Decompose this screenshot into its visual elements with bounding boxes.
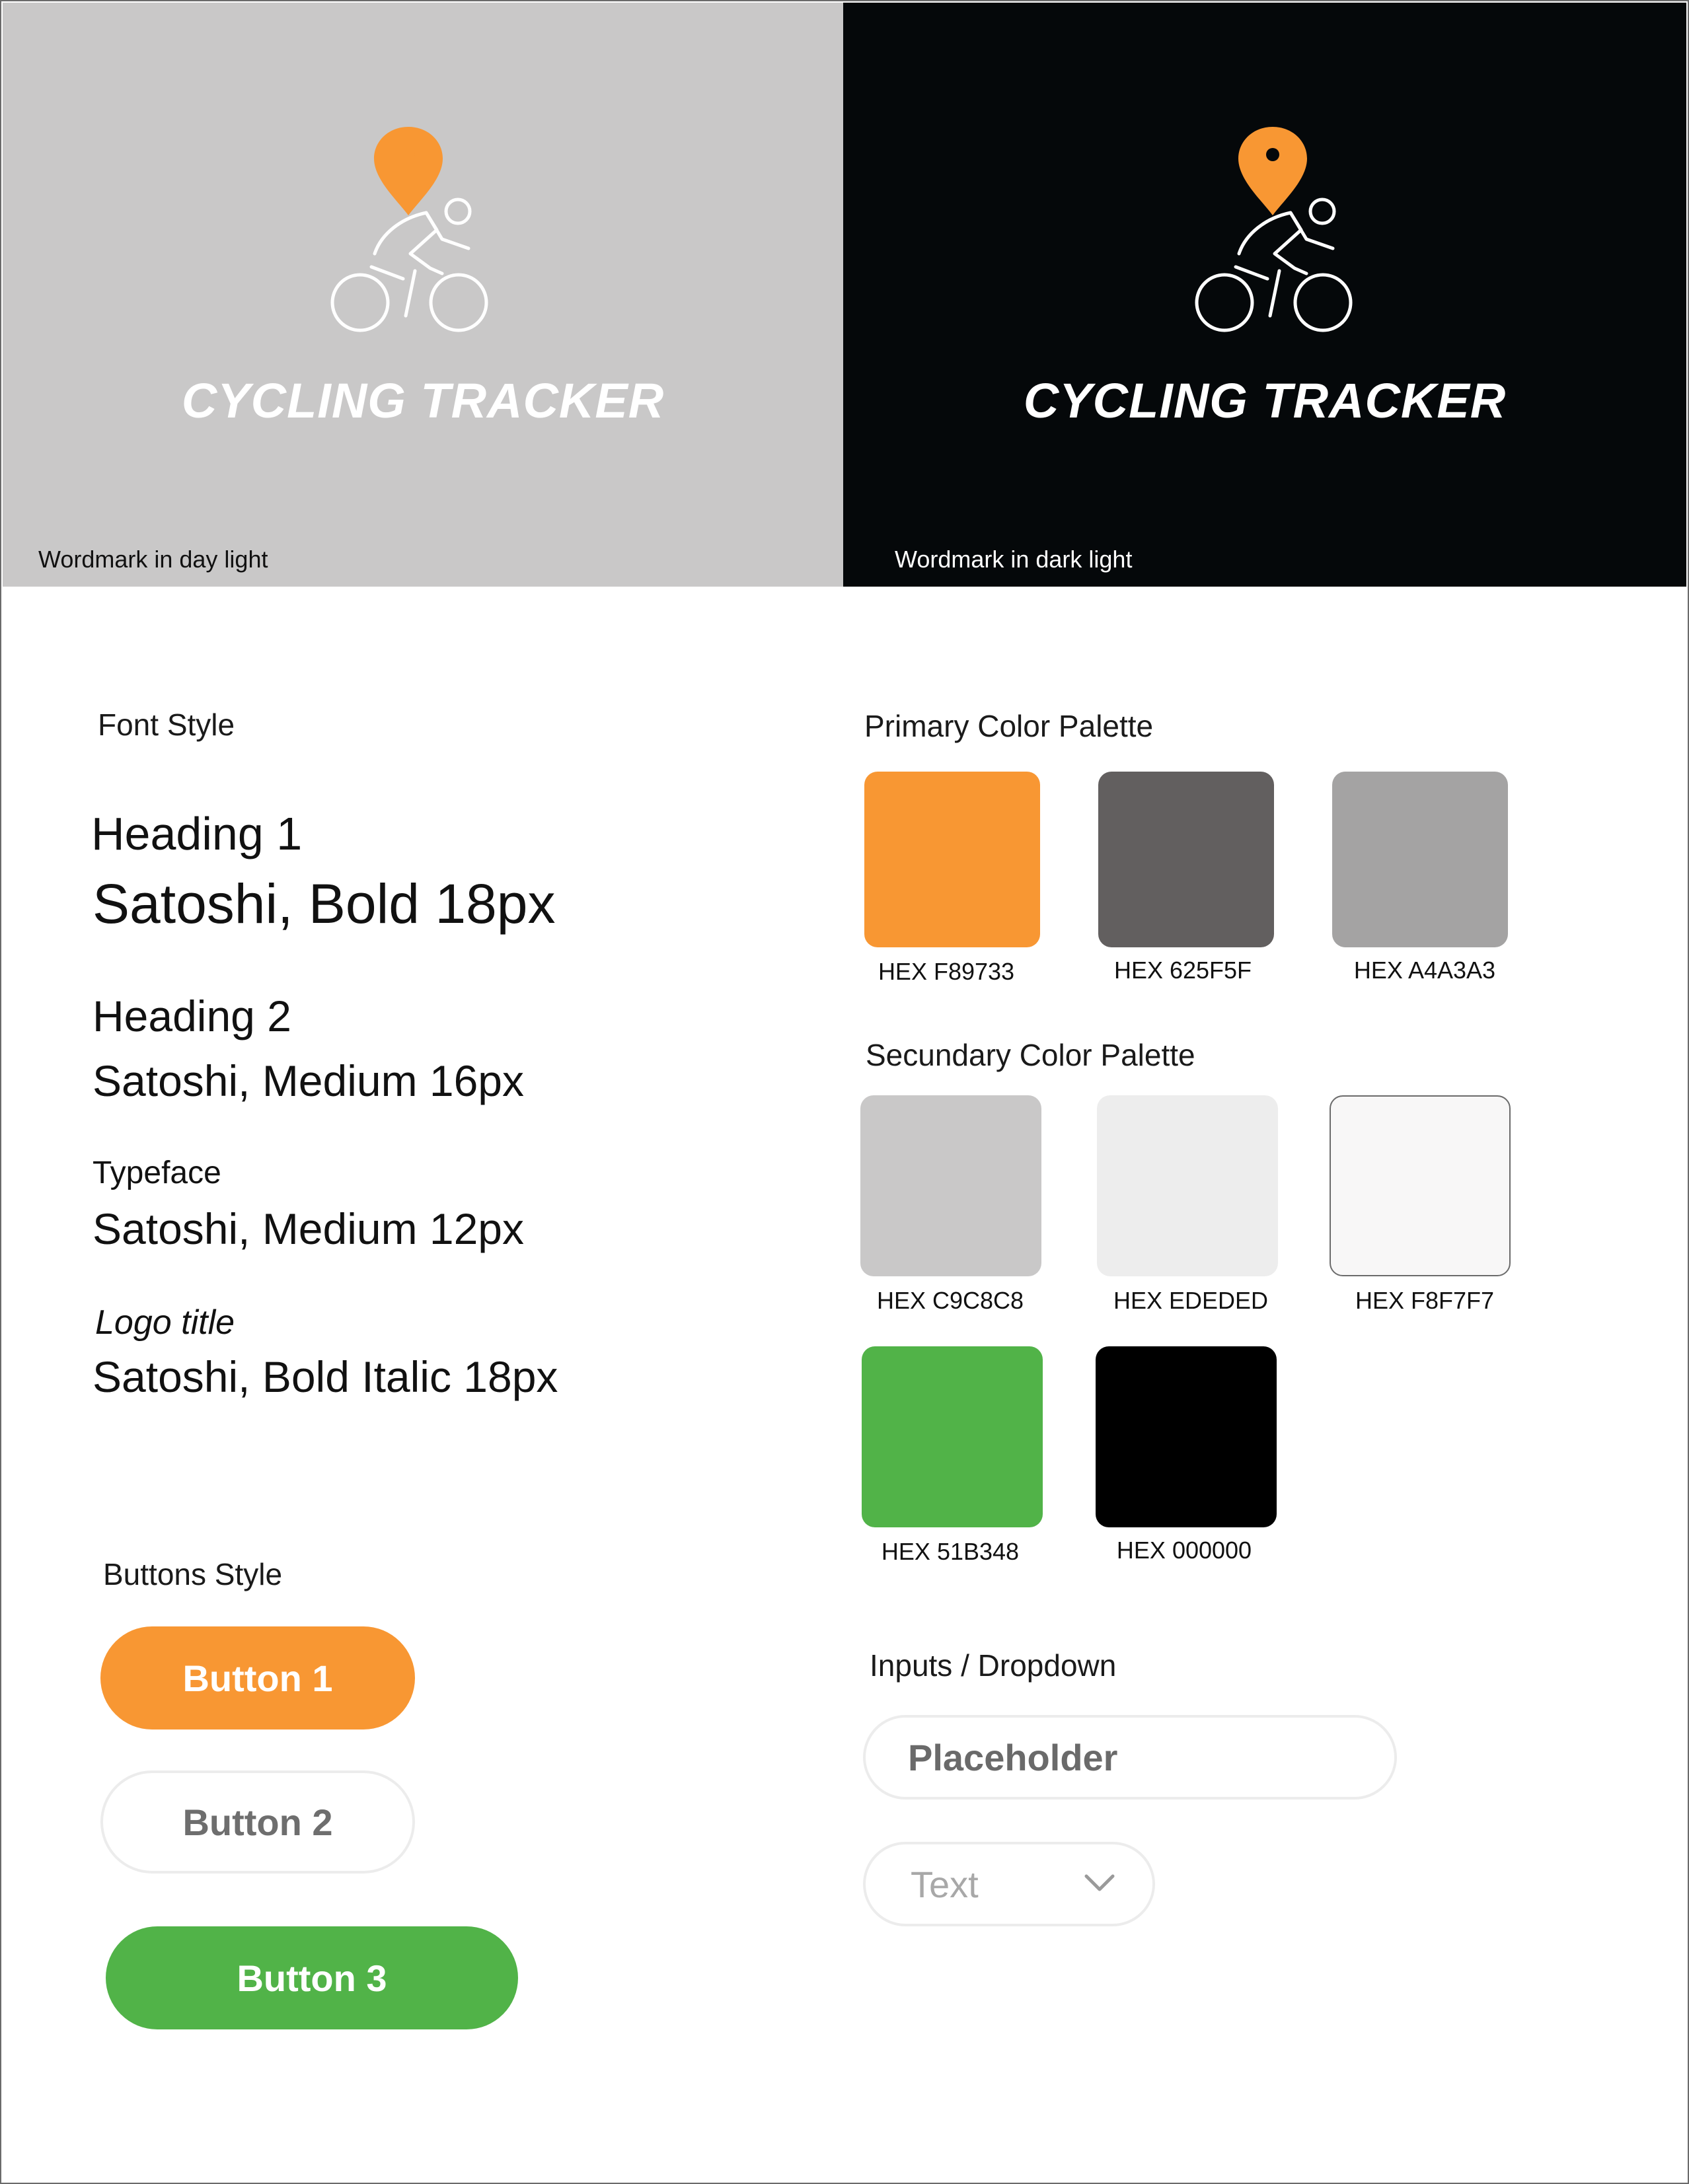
dropdown-value: Text (911, 1863, 979, 1905)
font-logo-title-spec: Satoshi, Bold Italic 18px (93, 1352, 558, 1401)
wordmark-dark: CYCLING TRACKER (1023, 373, 1507, 428)
location-pin-icon (374, 127, 443, 215)
input-placeholder: Placeholder (908, 1736, 1118, 1778)
font-typeface-label: Typeface (93, 1155, 221, 1190)
swatch-secondary-black (1096, 1346, 1277, 1527)
cyclist-logo-icon (3, 3, 843, 373)
font-heading-2-spec: Satoshi, Medium 16px (93, 1056, 525, 1105)
cyclist-logo-icon (843, 3, 1686, 373)
buttons-style-title: Buttons Style (103, 1557, 283, 1591)
button-1[interactable]: Button 1 (100, 1626, 415, 1729)
hex-label: HEX C9C8C8 (876, 1287, 1024, 1314)
font-logo-title-label: Logo title (95, 1303, 235, 1342)
font-heading-1-spec: Satoshi, Bold 18px (93, 873, 556, 935)
dropdown-select[interactable] (863, 1842, 1155, 1926)
caption-day: Wordmark in day light (38, 546, 268, 573)
swatch-primary-gray (1332, 772, 1508, 947)
hex-label: HEX 51B348 (881, 1538, 1020, 1565)
inputs-dropdown-title: Inputs / Dropdown (870, 1648, 1117, 1683)
swatch-secondary-off-white (1097, 1095, 1278, 1276)
swatch-primary-dark-gray (1098, 772, 1274, 947)
hex-label: HEX A4A3A3 (1353, 957, 1496, 984)
primary-palette-title: Primary Color Palette (864, 709, 1154, 743)
secondary-palette-title: Secundary Color Palette (866, 1038, 1195, 1072)
wordmark-dark-panel (843, 3, 1686, 587)
hex-label: HEX 000000 (1116, 1537, 1252, 1564)
font-style-title: Font Style (98, 708, 235, 742)
font-heading-2-label: Heading 2 (93, 992, 291, 1040)
button-3[interactable]: Button 3 (106, 1926, 518, 2029)
swatch-secondary-near-white (1330, 1095, 1511, 1276)
wordmark-day-panel (3, 3, 843, 587)
font-heading-1-label: Heading 1 (91, 808, 303, 859)
caption-dark: Wordmark in dark light (895, 546, 1133, 573)
button-2[interactable]: Button 2 (100, 1770, 415, 1874)
text-input[interactable] (863, 1715, 1397, 1800)
chevron-down-icon (1084, 1874, 1115, 1893)
font-typeface-spec: Satoshi, Medium 12px (93, 1204, 525, 1253)
wordmark-day: CYCLING TRACKER (181, 373, 665, 428)
hex-label: HEX 625F5F (1113, 957, 1252, 984)
hex-label: HEX EDEDED (1113, 1287, 1269, 1314)
cyclist-icon (1197, 200, 1351, 330)
location-pin-icon (1238, 127, 1307, 215)
cyclist-icon (332, 200, 486, 330)
hex-label: HEX F89733 (878, 958, 1015, 985)
swatch-secondary-green (862, 1346, 1043, 1527)
swatch-secondary-light-gray (860, 1095, 1041, 1276)
hex-label: HEX F8F7F7 (1355, 1287, 1495, 1314)
swatch-primary-orange (864, 772, 1040, 947)
